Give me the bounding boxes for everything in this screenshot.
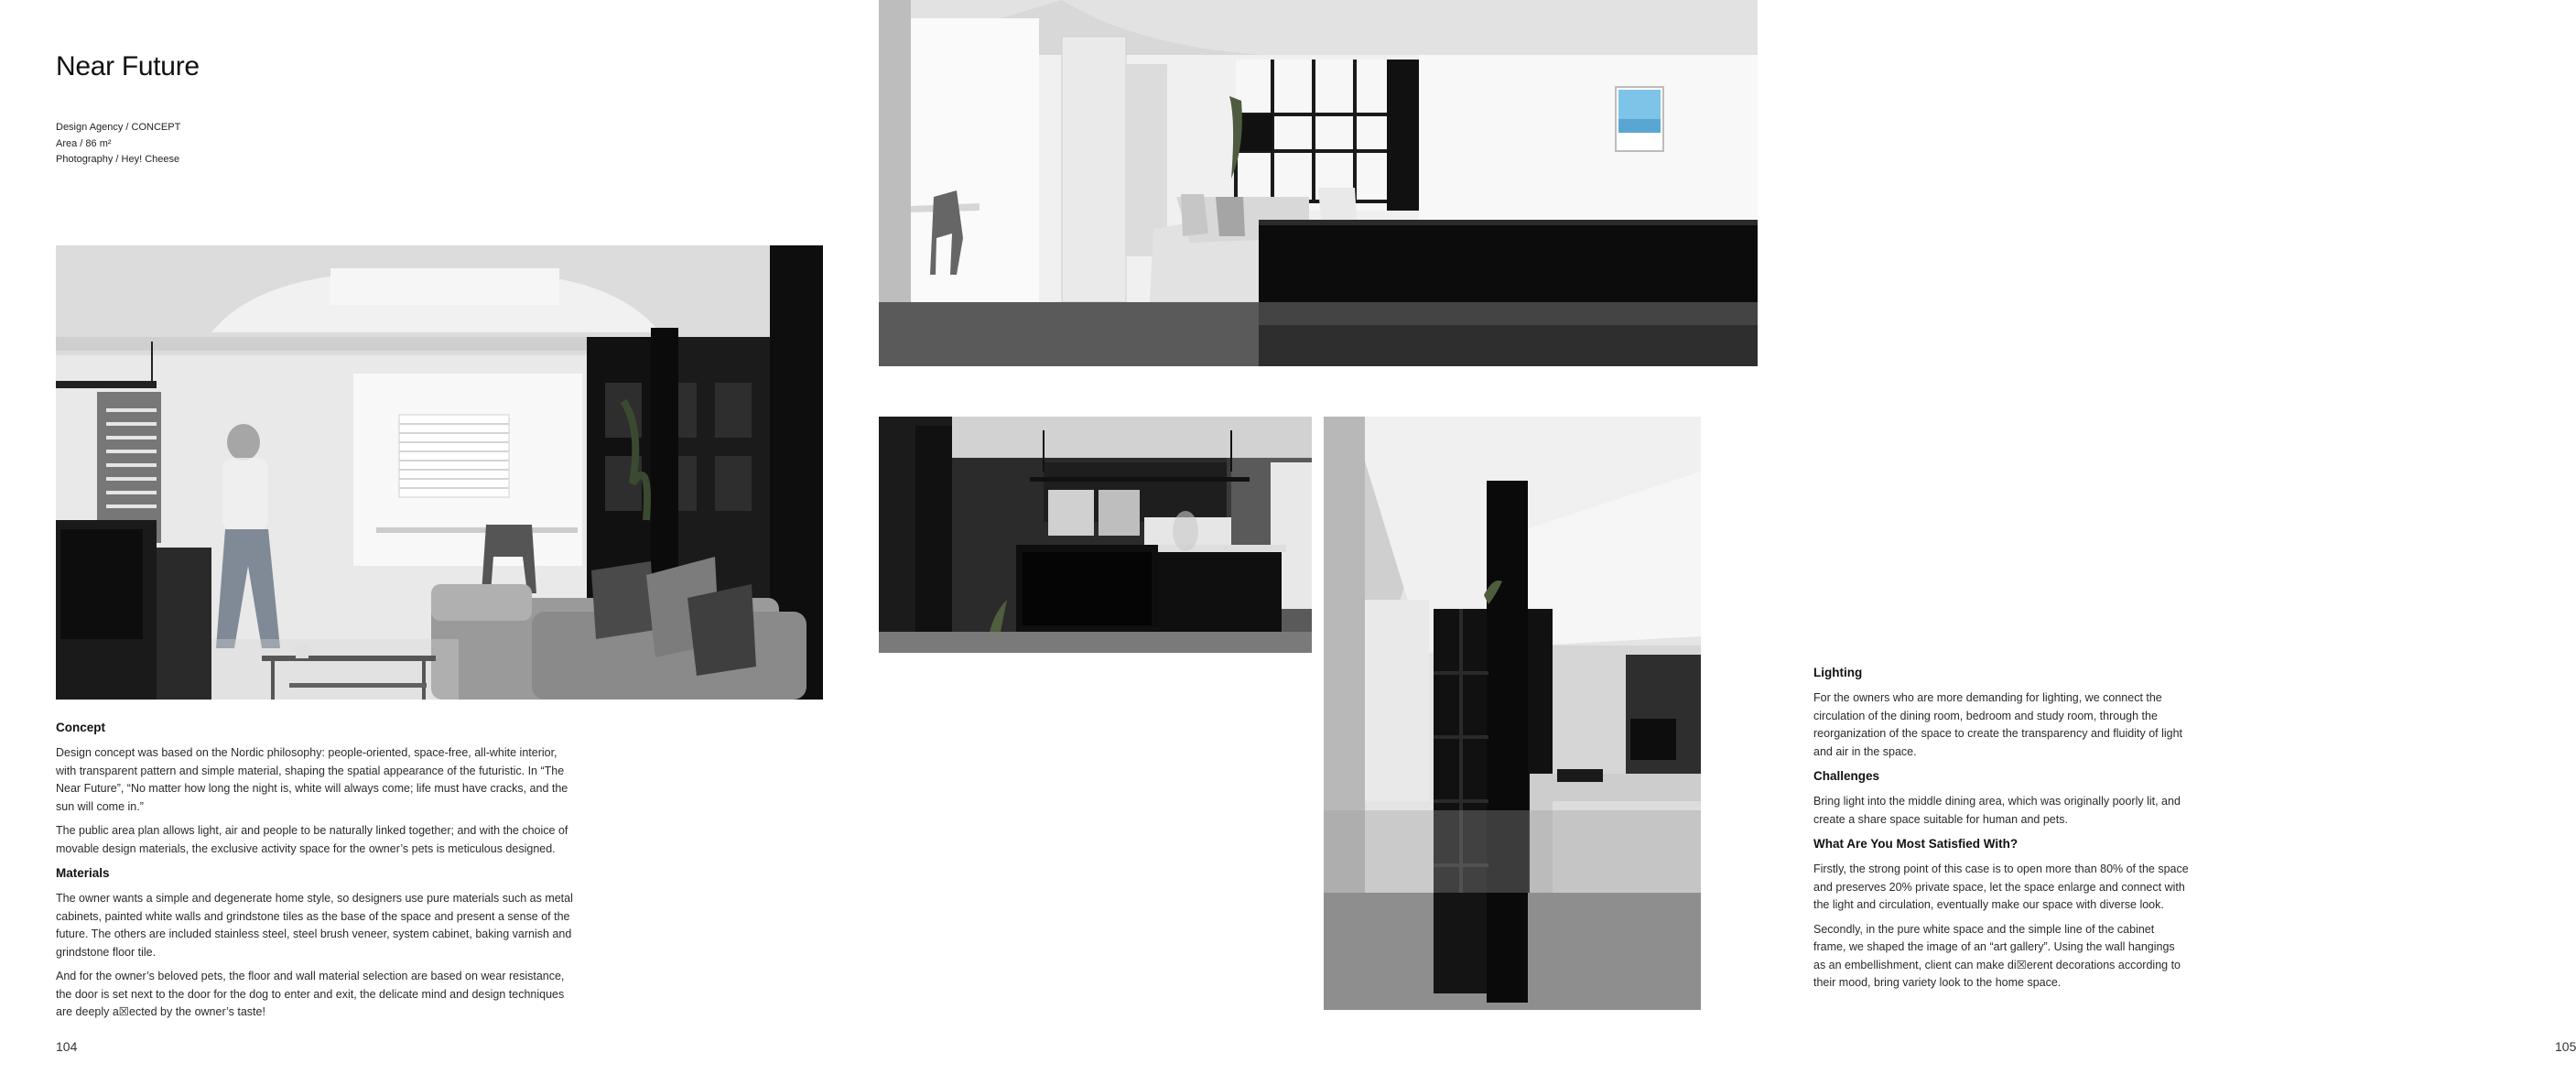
- page-number-right: 105: [2555, 1039, 2576, 1054]
- photo-black-kitchen: [879, 417, 1312, 653]
- credit-photography: Photography / Hey! Cheese: [56, 154, 180, 165]
- photo-living-area-island: [879, 0, 1758, 366]
- photo-living-room: [56, 245, 823, 700]
- credits: [56, 120, 180, 168]
- photo-shelf-partition: [1324, 417, 1701, 1010]
- left-body-text: [56, 719, 573, 1028]
- right-body-text: [1813, 664, 2189, 999]
- satisfied-paragraph-2: Secondly, in the pure white space and the simple line of the cabinet frame, we shaped the image of an “art gallery”. Using the wall hangings as an embellishment, client can make di☒erent decorations according to their mood, bring variety look to the home space.: [1813, 922, 2181, 989]
- heading-concept: Concept: [56, 721, 105, 734]
- heading-most-satisfied: What Are You Most Satisfied With?: [1813, 837, 2019, 851]
- lighting-paragraph: For the owners who are more demanding for lighting, we connect the circulation of the dining room, bedroom and study room, through the reorganization of the space to create the transparency and fluidity of light and air in the space.: [1813, 691, 2183, 758]
- challenges-paragraph: Bring light into the middle dining area, which was originally poorly lit, and create a share space suitable for human and pets.: [1813, 795, 2181, 826]
- credit-area: Area / 86 m²: [56, 137, 112, 149]
- credit-design-agency: Design Agency / CONCEPT: [56, 122, 181, 133]
- concept-paragraph-1: Design concept was based on the Nordic philosophy: people-oriented, space-free, all-white interior, with transparent pattern and simple material, shaping the spatial appearance of the futuristic. In “The Near Future”, “No matter how long the night is, white will always come; life must have cracks, and the sun will come in.”: [56, 746, 568, 813]
- article-title: Near Future: [56, 51, 200, 81]
- materials-paragraph-2: And for the owner’s beloved pets, the floor and wall material selection are based on wear resistance, the door is set next to the door for the dog to enter and exit, the delicate mind and design techniques are deeply a☒ected by the owner’s taste!: [56, 970, 565, 1018]
- left-page: [0, 0, 879, 1085]
- heading-lighting: Lighting: [1813, 666, 1863, 679]
- heading-materials: Materials: [56, 866, 110, 880]
- satisfied-paragraph-1: Firstly, the strong point of this case is to open more than 80% of the space and preserves 20% private space, let the space enlarge and connect with the light and circulation, eventually make our space with diverse look.: [1813, 863, 2189, 911]
- concept-paragraph-2: The public area plan allows light, air and people to be naturally linked together; and with the choice of movable design materials, the exclusive activity space for the owner’s pets is meticulous designed.: [56, 824, 568, 855]
- materials-paragraph-1: The owner wants a simple and degenerate home style, so designers use pure materials such as metal cabinets, painted white walls and grindstone tiles as the base of the space and present a sense of the future. The others are included stainless steel, steel brush veneer, system cabinet, baking varnish and grindstone floor tile.: [56, 892, 573, 959]
- right-page: [879, 0, 2576, 1085]
- heading-challenges: Challenges: [1813, 769, 1880, 783]
- page-number-left: 104: [56, 1039, 78, 1054]
